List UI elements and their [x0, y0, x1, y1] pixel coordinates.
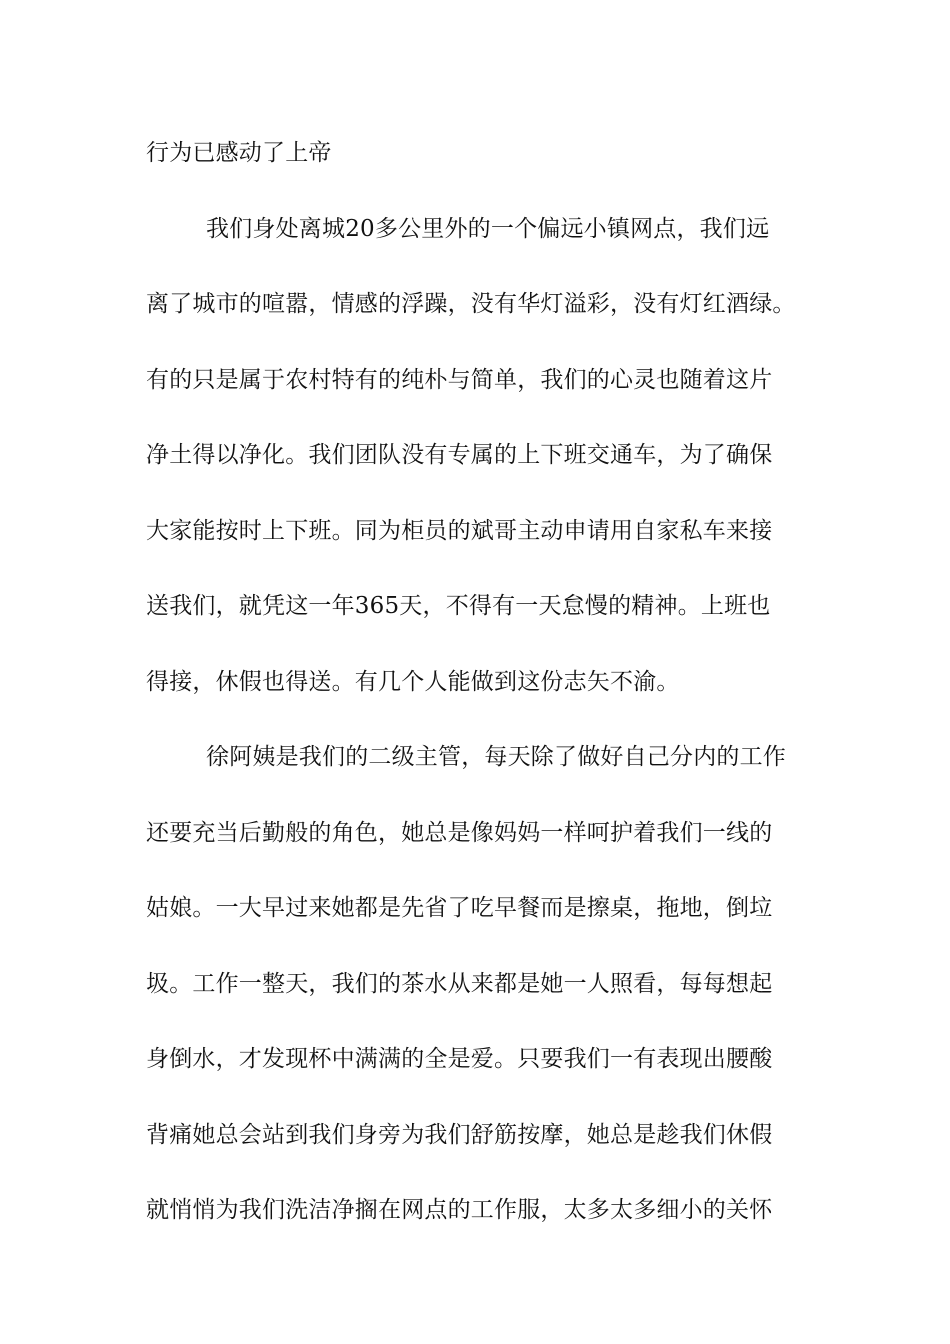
text-line: 就悄悄为我们洗洁净搁在网点的工作服，太多太多细小的关怀 [146, 1197, 773, 1223]
text-line: 圾。工作一整天，我们的茶水从来都是她一人照看，每每想起 [146, 970, 773, 997]
text-line: 还要充当后勤般的角色，她总是像妈妈一样呵护着我们一线的 [146, 819, 773, 846]
text-line: 背痛她总会站到我们身旁为我们舒筋按摩，她总是趁我们休假 [146, 1121, 773, 1148]
paragraph-first-line: 徐阿姨是我们的二级主管，每天除了做好自己分内的工作 [206, 744, 786, 770]
text-line: 送我们，就凭这一年365天，不得有一天怠慢的精神。上班也 [146, 593, 771, 619]
text-line: 离了城市的喧嚣，情感的浮躁，没有华灯溢彩，没有灯红酒绿。 [146, 291, 796, 317]
text-line: 行为已感动了上帝 [146, 140, 332, 166]
paragraph-first-line: 我们身处离城20多公里外的一个偏远小镇网点，我们远 [206, 215, 770, 242]
text-line: 净土得以净化。我们团队没有专属的上下班交通车，为了确保 [146, 442, 773, 468]
text-line: 得接，休假也得送。有几个人能做到这份志矢不渝。 [146, 668, 680, 695]
text-line: 有的只是属于农村特有的纯朴与简单，我们的心灵也随着这片 [146, 366, 773, 393]
text-line: 大家能按时上下班。同为柜员的斌哥主动申请用自家私车来接 [146, 517, 773, 544]
text-line: 姑娘。一大早过来她都是先省了吃早餐而是擦桌，拖地，倒垃 [146, 895, 773, 921]
body-text [146, 133, 826, 1266]
text-line: 身倒水，才发现杯中满满的全是爱。只要我们一有表现出腰酸 [146, 1046, 773, 1072]
